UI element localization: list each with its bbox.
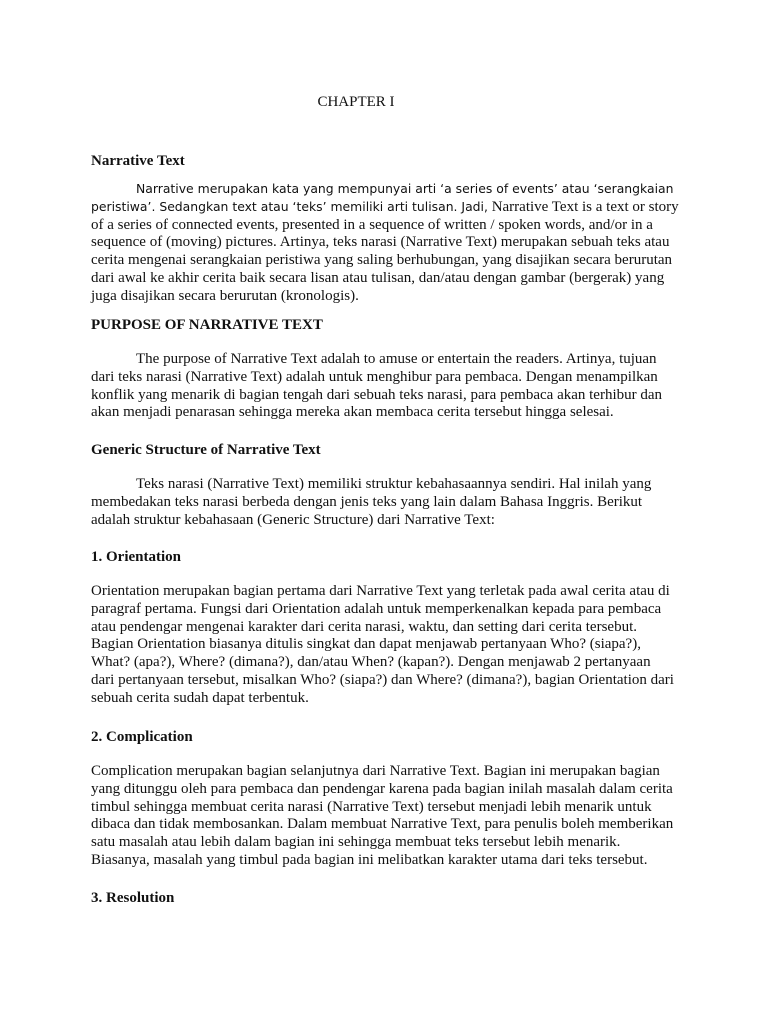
paragraph-line: membedakan teks narasi berbeda dengan jenis teks yang lain dalam Bahasa Inggris. Berikut — [91, 493, 643, 510]
paragraph-line: of a series of connected events, presented in a sequence of written / spoken words, and/or in a — [91, 216, 653, 233]
heading-narrative-text: Narrative Text — [91, 153, 185, 169]
paragraph-line: cerita mengenai serangkaian peristiwa yang saling berhubungan, yang disajikan secara berurutan — [91, 252, 673, 269]
paragraph-line: sebuah cerita sudah dapat terbentuk. — [91, 689, 309, 706]
heading-generic-structure: Generic Structure of Narrative Text — [91, 442, 321, 458]
paragraph-line: yang ditunggu oleh para pembaca dan pendengar karena pada bagian inilah masalah dalam cerita — [91, 780, 673, 797]
paragraph-orientation — [91, 583, 691, 708]
paragraph-line: atau pendengar mengenai karakter dari cerita narasi, waktu, dan setting dari cerita tersebut. — [91, 618, 637, 635]
paragraph-purpose — [91, 351, 691, 422]
paragraph-line: Teks narasi (Narrative Text) memiliki struktur kebahasaannya sendiri. Hal inilah yang — [136, 476, 652, 492]
paragraph-line: Bagian Orientation biasanya ditulis singkat dan dapat menjawab pertanyaan Who? (siapa?), — [91, 636, 641, 653]
paragraph-generic-structure — [91, 476, 691, 529]
paragraph-line: paragraf pertama. Fungsi dari Orientation adalah untuk memperkenalkan kepada para pembaca — [91, 600, 662, 617]
paragraph-narrative-definition — [91, 180, 691, 306]
paragraph-line: akan menjadi penarasan sehingga mereka akan membaca cerita tersebut hingga selesai. — [91, 404, 614, 421]
heading-resolution: 3. Resolution — [91, 890, 175, 906]
paragraph-line: dari teks narasi (Narrative Text) adalah untuk menghibur para pembaca. Dengan menampilkan — [91, 368, 658, 385]
paragraph-line-segment: peristiwa’. Sedangkan text atau ‘teks’ memiliki arti tulisan. Jadi, — [91, 198, 488, 214]
paragraph-line: sequence of (moving) pictures. Artinya, teks narasi (Narrative Text) merupakan sebuah teks atau — [91, 234, 670, 251]
paragraph-line: adalah struktur kebahasaan (Generic Structure) dari Narrative Text: — [91, 511, 495, 528]
heading-orientation: 1. Orientation — [91, 549, 181, 565]
paragraph-line: peristiwa’. Sedangkan text atau ‘teks’ memiliki arti tulisan. Jadi, Narrative Text is a text or story — [91, 198, 679, 215]
chapter-title: CHAPTER I — [317, 94, 395, 110]
paragraph-line: Biasanya, masalah yang timbul pada bagian ini melibatkan karakter utama dari teks tersebut. — [91, 851, 648, 868]
paragraph-line: Complication merupakan bagian selanjutnya dari Narrative Text. Bagian ini merupakan bagian — [91, 763, 660, 779]
paragraph-line: satu masalah atau lebih dalam bagian ini sehingga membuat teks tersebut lebih menarik. — [91, 834, 621, 851]
paragraph-line: The purpose of Narrative Text adalah to amuse or entertain the readers. Artinya, tujuan — [136, 351, 657, 367]
paragraph-line: konflik yang menarik di bagian tengah dari sebuah teks narasi, para pembaca akan terhibur dan — [91, 386, 663, 403]
paragraph-line: dari pertanyaan tersebut, misalkan Who? (siapa?) dan Where? (dimana?), bagian Orientation dari — [91, 671, 674, 688]
heading-complication: 2. Complication — [91, 729, 193, 745]
paragraph-complication — [91, 763, 691, 870]
paragraph-line: timbul sehingga membuat cerita narasi (Narrative Text) tersebut menjadi lebih menarik untuk — [91, 798, 652, 815]
paragraph-line: Orientation merupakan bagian pertama dari Narrative Text yang terletak pada awal cerita atau di — [91, 583, 670, 599]
paragraph-line: Narrative merupakan kata yang mempunyai arti ‘a series of events’ atau ‘serangkaian — [136, 181, 674, 196]
paragraph-line: dibaca dan tidak membosankan. Dalam membuat Narrative Text, para penulis boleh memberikan — [91, 816, 674, 833]
paragraph-line: What? (apa?), Where? (dimana?), dan/atau When? (kapan?). Dengan menjawab 2 pertanyaan — [91, 654, 651, 671]
heading-purpose: PURPOSE OF NARRATIVE TEXT — [91, 317, 323, 333]
paragraph-line: dari awal ke akhir cerita baik secara lisan atau tulisan, dan/atau dengan gambar (bergerak) yang — [91, 269, 665, 286]
paragraph-line: juga disajikan secara berurutan (kronologis). — [91, 287, 359, 304]
